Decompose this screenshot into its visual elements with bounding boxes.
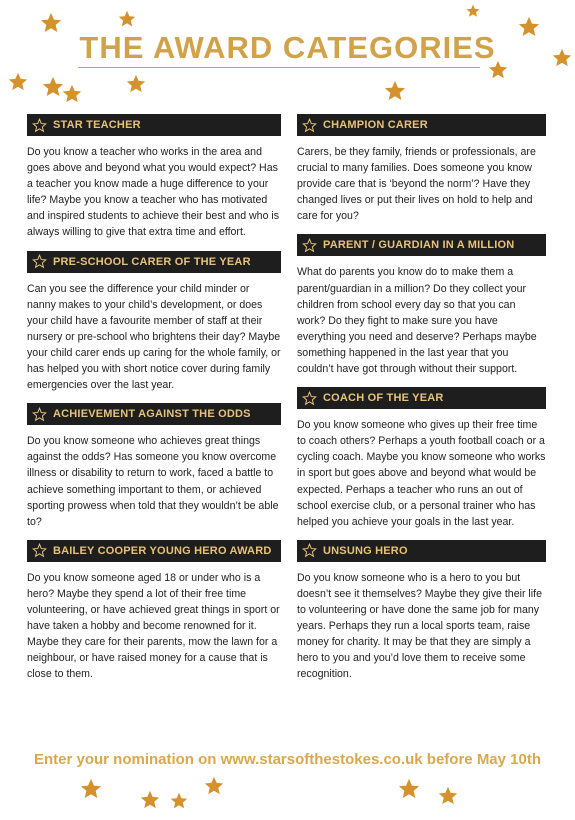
star-outline-icon [302, 118, 317, 133]
star-icon [8, 72, 28, 92]
star-outline-icon [302, 391, 317, 406]
star-outline-icon [32, 543, 47, 558]
page-title: THE AWARD CATEGORIES [79, 30, 496, 65]
star-outline-icon [302, 543, 317, 558]
category-title: COACH OF THE YEAR [323, 392, 444, 405]
category-title: STAR TEACHER [53, 119, 141, 131]
star-icon [80, 778, 102, 800]
category-champion-carer [297, 114, 546, 224]
star-outline-icon [32, 254, 47, 269]
star-icon [62, 84, 82, 104]
category-header [27, 251, 281, 273]
title-underline [78, 67, 480, 68]
category-description: Carers, be they family, friends or professionals, are crucial to many families. Does someone you know provide care that is ‘beyond the norm’? Have they changed lives or put their lives on hold to help and care for you? [297, 146, 536, 223]
star-outline-icon [32, 118, 47, 133]
category-coach-of-year [297, 387, 546, 530]
star-icon [42, 76, 64, 98]
star-icon [118, 10, 136, 28]
star-icon [438, 786, 458, 806]
star-outline-icon [32, 407, 47, 422]
category-description: Do you know a teacher who works in the area and goes above and beyond what you would expect? Has a teacher you know made a huge difference to your life? Maybe you know a teacher who has motivated and inspired students to achieve their best and who is always willing to give that extra time and effort. [27, 146, 280, 239]
star-icon [170, 792, 188, 810]
category-achievement-against-odds [27, 403, 281, 530]
category-title: PRE-SCHOOL CARER OF THE YEAR [53, 255, 251, 268]
category-title: PARENT / GUARDIAN IN A MILLION [323, 239, 515, 252]
category-title: UNSUNG HERO [323, 544, 408, 557]
star-icon [398, 778, 420, 800]
category-description: What do parents you know do to make them a parent/guardian in a million? Do they collect your children from school every day so that you can work? Do they fight to make sure you have everything you need and deserve? Perhaps maybe something happened in the last year that you couldn’t have got through without their support. [297, 266, 537, 376]
category-description: Do you know someone who gives up their free time to coach others? Perhaps a youth football coach or a cycling coach. Maybe you know someone who works in sport but goes above and beyond what would be expected. Perhaps a teacher who runs an out of school exercise club, or a personal trainer who has helped you achieve your goals in the last year. [297, 419, 546, 528]
category-parent-guardian [297, 234, 546, 377]
star-icon [140, 790, 160, 810]
star-icon [204, 776, 224, 796]
category-pre-school-carer [27, 251, 281, 394]
star-icon [126, 74, 146, 94]
category-header [297, 387, 546, 409]
category-header [27, 403, 281, 425]
category-young-hero [27, 540, 281, 683]
star-icon [384, 80, 406, 102]
category-header [27, 540, 281, 562]
category-description: Do you know someone who achieves great things against the odds? Has someone you know overcome illness or disability to return to work, faced a battle to achieve something important to them, or achieved sporting prowess when told that they wouldn’t be able to? [27, 435, 279, 528]
star-outline-icon [302, 238, 317, 253]
left-column [27, 114, 281, 692]
category-description: Do you know someone aged 18 or under who is a hero? Maybe they spend a lot of their free time volunteering, or have achieved great things in sport or have taken a hobby and become renowned for it. Maybe they care for their parents, mow the lawn for a neighbour, or have raised money for a cause that is close to them. [27, 571, 280, 681]
category-header [297, 234, 546, 256]
category-description: Do you know someone who is a hero to you but doesn’t see it themselves? Maybe they give their life to volunteering or have done the same job for many years. Perhaps they run a local sports team, raise money for charity. It may be that they are simply a hero to you and you’d love them to receive some recognition. [297, 571, 542, 681]
category-header [297, 540, 546, 562]
category-title: CHAMPION CARER [323, 119, 428, 131]
star-icon [466, 4, 480, 18]
category-title: BAILEY COOPER YOUNG HERO AWARD [53, 544, 272, 557]
nomination-footer: Enter your nomination on www.starsofthestokes.co.uk before May 10th [33, 751, 542, 768]
right-column [297, 114, 546, 692]
category-title: ACHIEVEMENT AGAINST THE ODDS [53, 408, 251, 421]
category-header [27, 114, 281, 136]
category-unsung-hero [297, 540, 546, 683]
category-header [297, 114, 546, 136]
category-star-teacher [27, 114, 281, 241]
category-description: Can you see the difference your child minder or nanny makes to your child’s development, or does your child have a favourite member of staff at their nursery or pre-school who brightens their day? Maybe your child carer ends up caring for the whole family, or has helped you with short notice cover during family emergencies over the last year. [27, 282, 281, 392]
